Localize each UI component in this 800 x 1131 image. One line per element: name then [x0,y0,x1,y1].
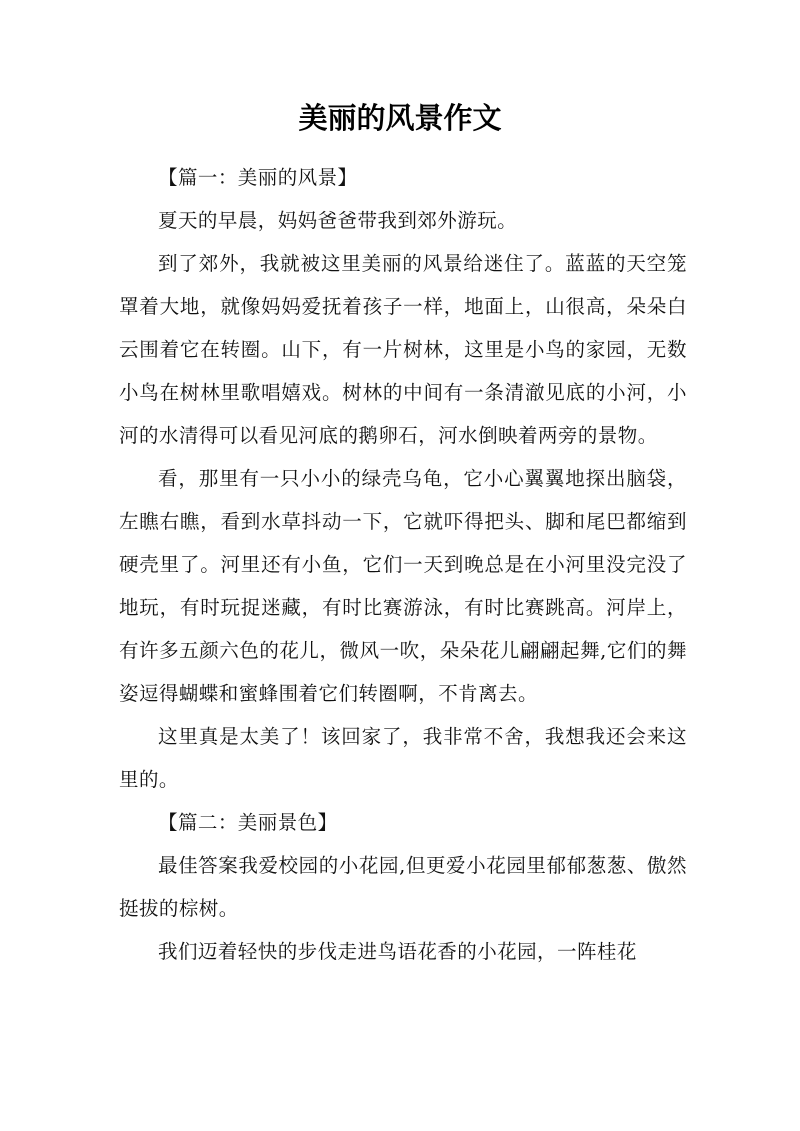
section-heading-1: 【篇一：美丽的风景】 [158,166,358,189]
document-title: 美丽的风景作文 [298,101,502,135]
paragraph: 这里真是太美了！该回家了，我非常不舍，我想我还会来这里的。 [119,725,687,791]
paragraph: 夏天的早晨，妈妈爸爸带我到郊外游玩。 [158,209,518,232]
document-body [119,156,687,973]
paragraph: 到了郊外，我就被这里美丽的风景给迷住了。蓝蓝的天空笼罩着大地，就像妈妈爱抚着孩子一样，地面上，山很高，朵朵白云围着它在转圈。山下，有一片树林，这里是小鸟的家园，无数小鸟在树林里歌唱嬉戏。树林的中间有一条清澈见底的小河，小河的水清得可以看见河底的鹅卵石，河水倒映着两旁的景物。 [119,252,687,447]
paragraph: 我们迈着轻快的步伐走进鸟语花香的小花园，一阵桂花 [158,940,637,963]
paragraph: 最佳答案我爱校园的小花园,但更爱小花园里郁郁葱葱、傲然挺拔的棕树。 [119,854,687,920]
paragraph: 看，那里有一只小小的绿壳乌龟，它小心翼翼地探出脑袋，左瞧右瞧，看到水草抖动一下，它就吓得把头、脚和尾巴都缩到硬壳里了。河里还有小鱼，它们一天到晚总是在小河里没完没了地玩，有时玩捉迷藏，有时比赛游泳，有时比赛跳高。河岸上，有许多五颜六色的花儿，微风一吹，朵朵花儿翩翩起舞,它们的舞姿逗得蝴蝶和蜜蜂围着它们转圈啊，不肯离去。 [119,467,687,705]
section-heading-2: 【篇二：美丽景色】 [158,811,338,834]
